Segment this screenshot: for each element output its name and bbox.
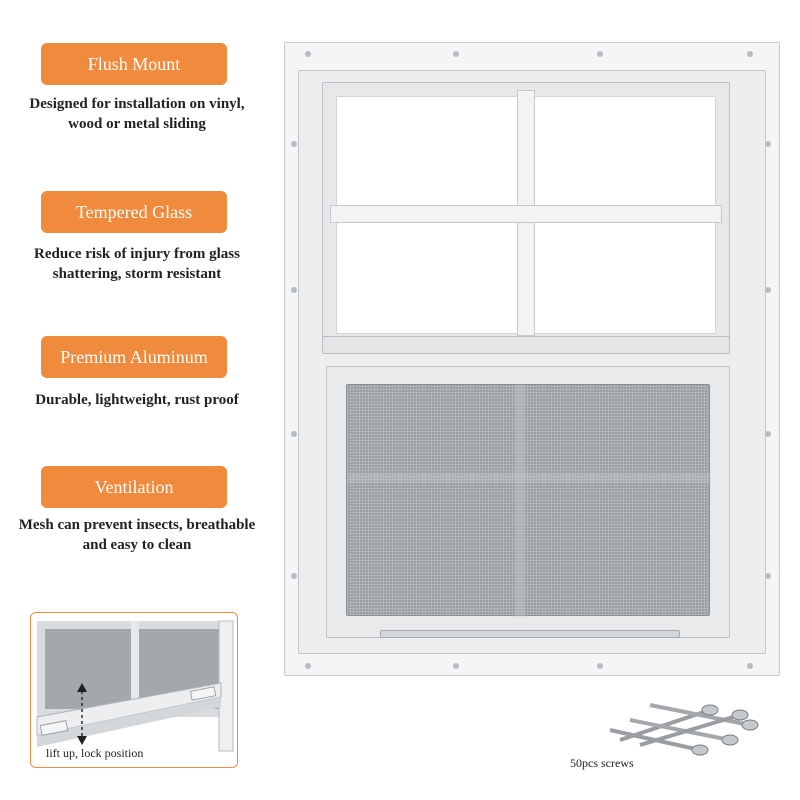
mounting-hole [291, 287, 297, 293]
mounting-hole [291, 431, 297, 437]
sash-handle[interactable] [380, 630, 680, 638]
desc-tempered-glass: Reduce risk of injury from glass shattering, storm resistant [34, 246, 240, 282]
desc-flush-mount: Designed for installation on vinyl, wood or metal sliding [29, 96, 245, 132]
mounting-hole [453, 663, 459, 669]
mounting-hole [305, 51, 311, 57]
horizontal-grille-bar [330, 205, 722, 223]
mounting-hole [597, 663, 603, 669]
mesh-shadow-bar [515, 385, 525, 617]
mounting-hole [291, 141, 297, 147]
badge-ventilation: Ventilation [41, 466, 227, 508]
desc-premium-aluminum: Durable, lightweight, rust proof [35, 392, 239, 408]
lift-lock-illustration [31, 613, 238, 768]
screws-caption: 50pcs screws [570, 756, 634, 770]
mounting-hole [453, 51, 459, 57]
meeting-rail [322, 336, 730, 354]
mesh-shadow-bar [347, 473, 711, 483]
badge-tempered-glass: Tempered Glass [41, 191, 227, 233]
badge-premium-aluminum: Premium Aluminum [41, 336, 227, 378]
inset-caption: lift up, lock position [46, 746, 144, 760]
badge-flush-mount: Flush Mount [41, 43, 227, 85]
screws-icon [590, 690, 770, 760]
lift-lock-detail-inset [30, 612, 238, 768]
desc-ventilation: Mesh can prevent insects, breathable and easy to clean [18, 517, 256, 553]
mounting-hole [747, 51, 753, 57]
mounting-hole [305, 663, 311, 669]
mounting-hole [291, 573, 297, 579]
mounting-hole [747, 663, 753, 669]
double-arrow-vertical-icon [75, 683, 89, 745]
mounting-hole [597, 51, 603, 57]
insect-screen-mesh [346, 384, 710, 616]
